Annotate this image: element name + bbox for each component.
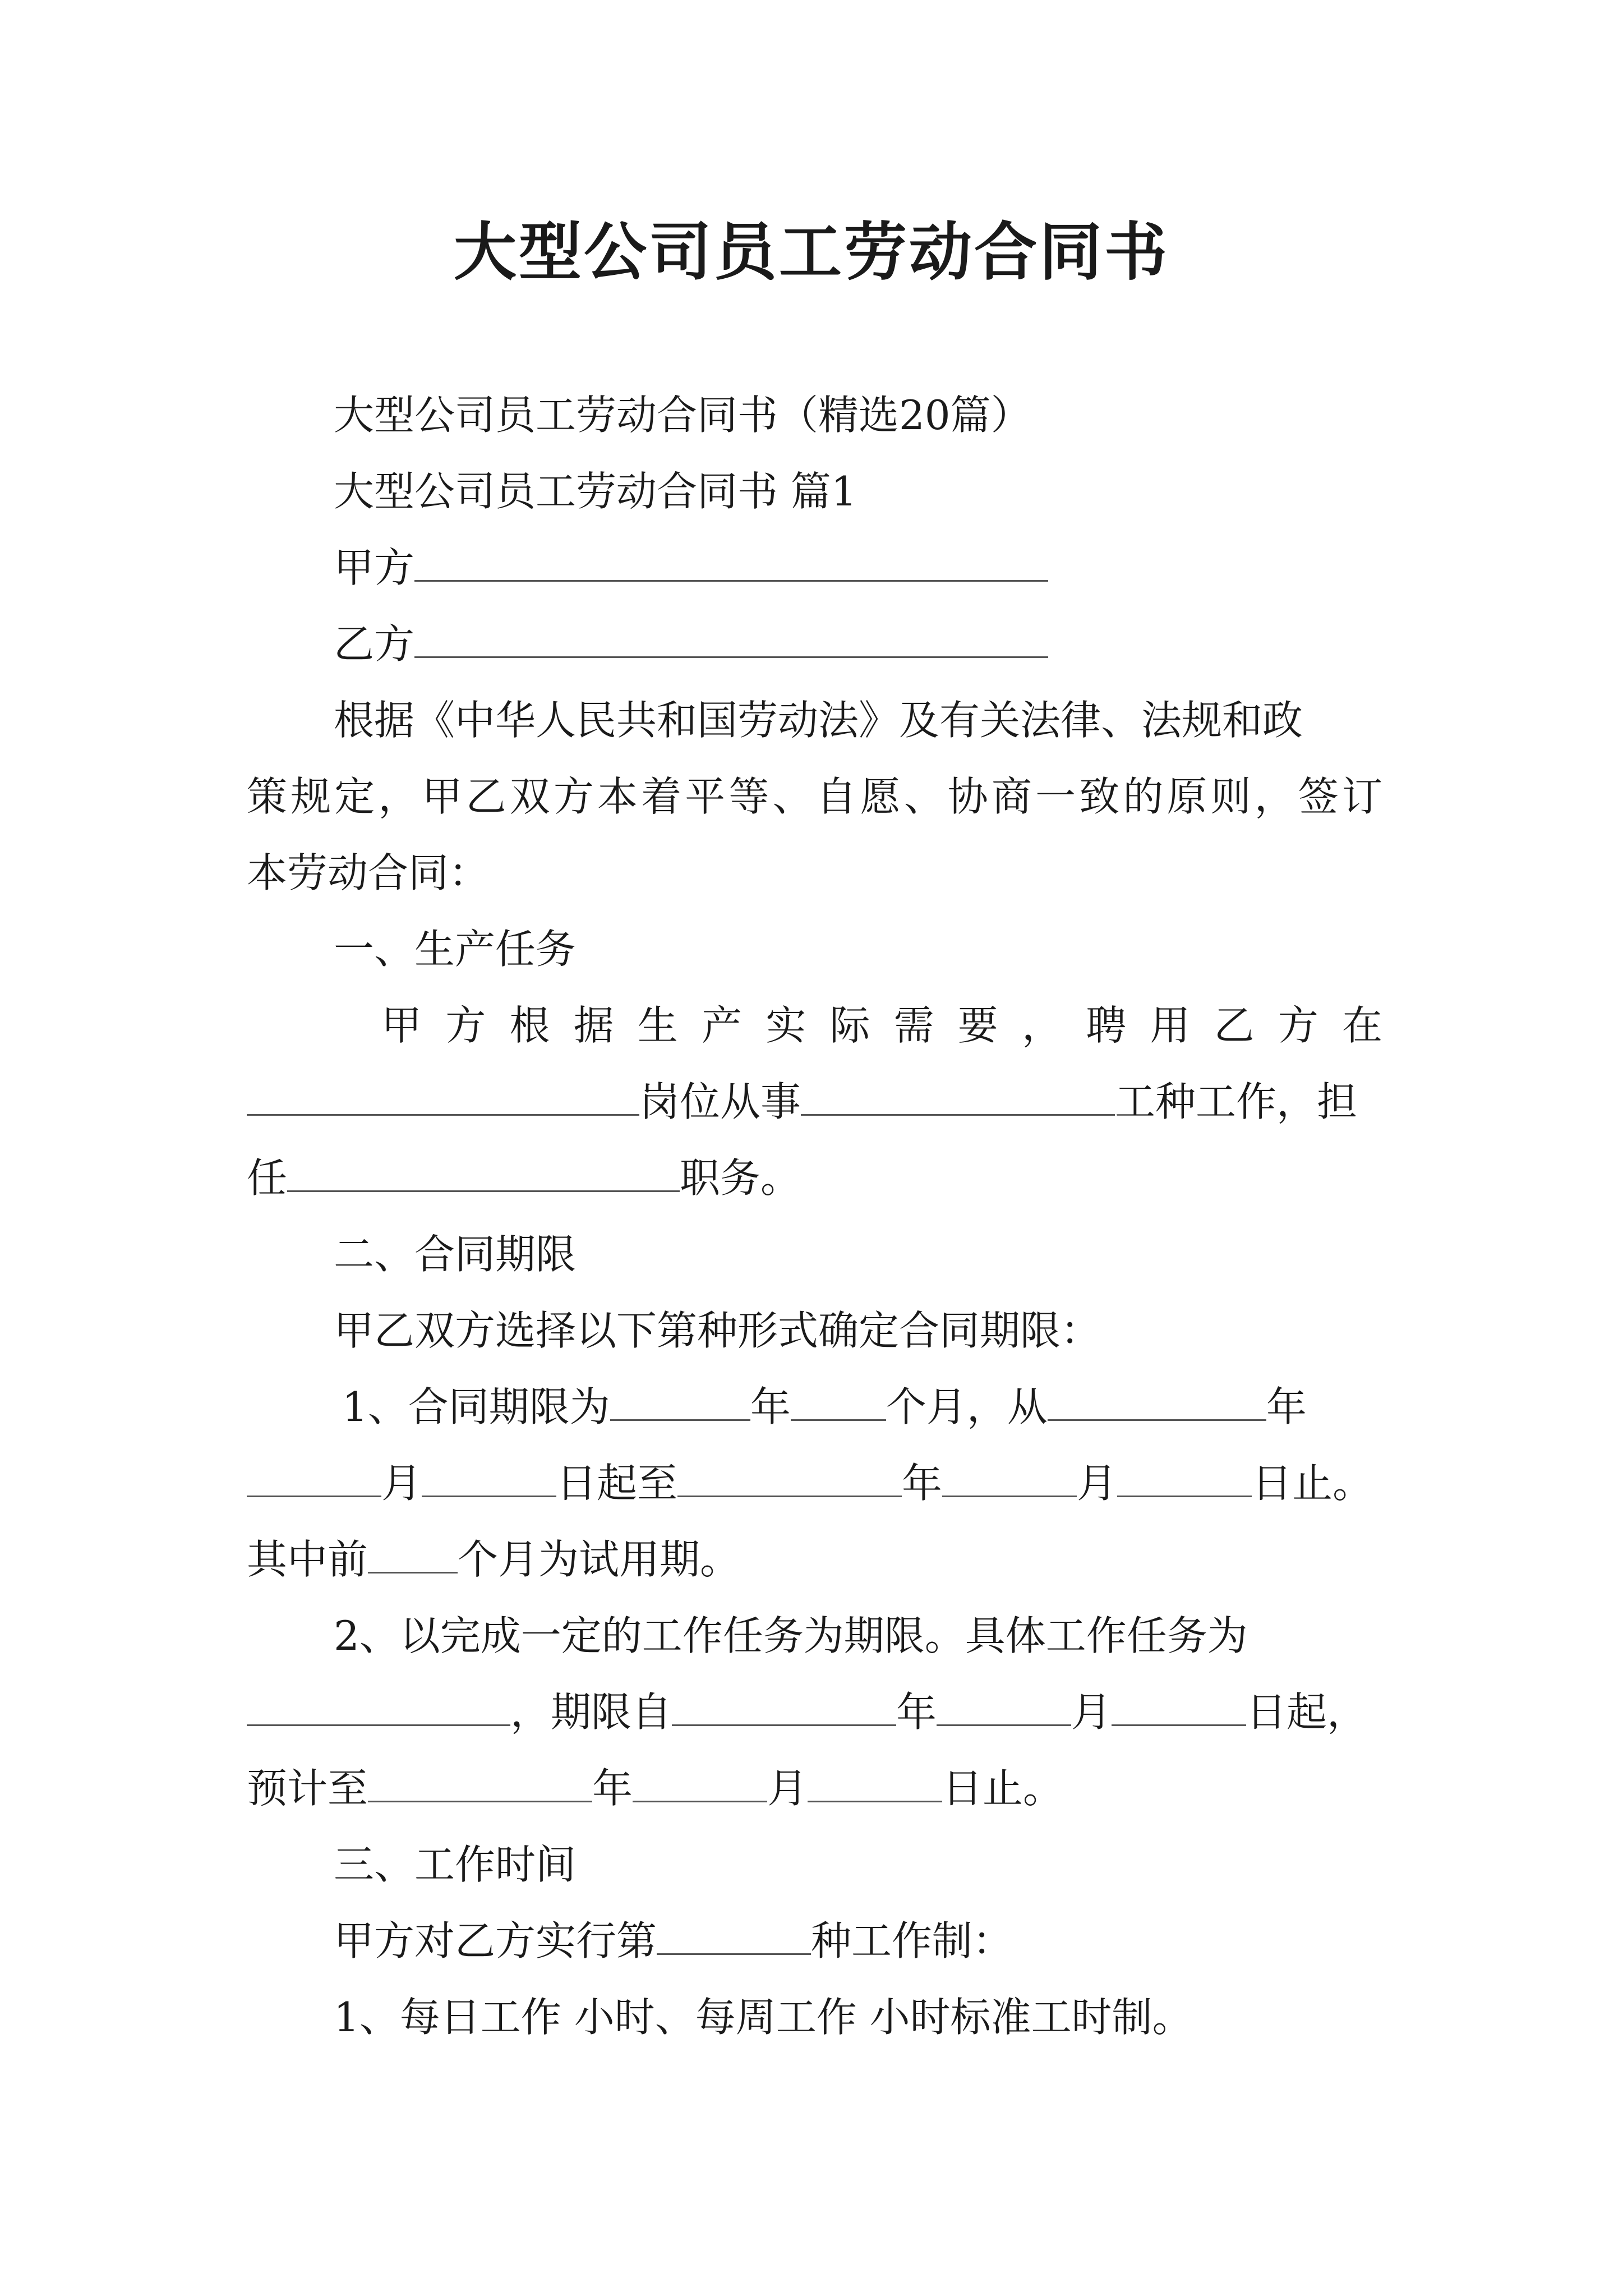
section-2-intro: 甲乙双方选择以下第种形式确定合同期限： <box>334 1307 1101 1354</box>
estimate-year-label: 年 <box>592 1765 633 1812</box>
end-month-blank <box>942 1458 1077 1497</box>
term-item-1-line-1 <box>342 1379 1307 1435</box>
section-1-heading: 一、生产任务 <box>334 926 577 973</box>
intro-line-2: 策规定，甲乙双方本着平等、自愿、协商一致的原则，签订 <box>247 773 1382 820</box>
period-day-label: 日起， <box>1246 1688 1368 1736</box>
period-day-blank <box>1112 1687 1246 1726</box>
intro-line-1: 根据《中华人民共和国劳动法》及有关法律、法规和政 <box>334 697 1303 744</box>
estimate-day-label: 日止。 <box>942 1765 1064 1812</box>
estimate-day-blank <box>808 1764 942 1802</box>
section-1-line-3 <box>247 1150 801 1206</box>
post-label: 岗位从事 <box>639 1078 801 1125</box>
term-item-1-line-2 <box>247 1455 1373 1511</box>
party-b-blank <box>414 619 1048 658</box>
trade-label: 工种工作，担 <box>1115 1078 1358 1125</box>
section-1-line-2 <box>247 1074 1357 1130</box>
task-blank <box>247 1687 510 1726</box>
start-month-label: 月 <box>381 1460 422 1507</box>
work-system-blank <box>657 1916 811 1955</box>
section-1-line-1: 甲方根据生产实际需要，聘用乙方在 <box>381 1002 1382 1049</box>
estimate-month-label: 月 <box>767 1765 808 1812</box>
trial-months-blank <box>368 1535 458 1573</box>
party-a-blank <box>414 543 1048 582</box>
months-blank <box>791 1382 886 1421</box>
estimate-label: 预计至 <box>247 1765 368 1812</box>
end-day-blank <box>1117 1458 1252 1497</box>
chapter-heading: 大型公司员工劳动合同书 篇1 <box>334 468 857 515</box>
section-3-heading: 三、工作时间 <box>334 1841 577 1888</box>
year-label: 年 <box>750 1383 791 1430</box>
start-day-blank <box>422 1458 556 1497</box>
party-b-line <box>334 616 1048 672</box>
start-day-label: 日起至 <box>556 1460 678 1507</box>
start-month-blank <box>247 1458 381 1497</box>
duty-label: 职务。 <box>680 1154 801 1202</box>
end-year-blank <box>677 1458 902 1497</box>
estimate-month-blank <box>633 1764 767 1802</box>
duty-blank <box>287 1153 680 1192</box>
party-a-label: 甲方 <box>334 544 415 591</box>
months-label: 个月，从 <box>886 1383 1048 1430</box>
trial-label-a: 其中前 <box>247 1536 368 1583</box>
start-year-blank <box>1048 1382 1266 1421</box>
section-3-intro <box>334 1913 1013 1969</box>
party-a-line <box>334 540 1048 596</box>
trade-blank <box>801 1077 1115 1116</box>
term-item-2-line-2 <box>247 1684 1367 1740</box>
intro-line-3: 本劳动合同： <box>247 849 490 896</box>
term-1-label: 1、合同期限为 <box>342 1383 610 1430</box>
start-year-label: 年 <box>1266 1383 1307 1430</box>
end-year-label: 年 <box>902 1460 943 1507</box>
end-day-label: 日止。 <box>1252 1460 1373 1507</box>
term-item-1-line-3 <box>247 1531 740 1588</box>
period-month-blank <box>937 1687 1071 1726</box>
work-system-label-a: 甲方对乙方实行第 <box>334 1917 657 1964</box>
term-item-2-line-3 <box>247 1760 1063 1816</box>
term-item-2-line-1: 2、以完成一定的工作任务为期限。具体工作任务为 <box>334 1612 1248 1659</box>
period-year-label: 年 <box>896 1688 937 1736</box>
years-blank <box>610 1382 750 1421</box>
section-3-item-1: 1、每日工作 小时、每周工作 小时标准工时制。 <box>334 1994 1193 2041</box>
subtitle: 大型公司员工劳动合同书（精选20篇） <box>334 392 1031 439</box>
section-2-heading: 二、合同期限 <box>334 1231 577 1278</box>
period-year-blank <box>672 1687 896 1726</box>
period-label: ，期限自 <box>510 1688 672 1736</box>
ren-label: 任 <box>247 1154 288 1202</box>
post-blank <box>247 1077 639 1116</box>
party-b-label: 乙方 <box>334 620 415 668</box>
document-title: 大型公司员工劳动合同书 <box>454 215 1169 289</box>
estimate-year-blank <box>368 1764 592 1802</box>
trial-label-b: 个月为试用期。 <box>458 1536 741 1583</box>
end-month-label: 月 <box>1077 1460 1118 1507</box>
work-system-label-b: 种工作制： <box>811 1917 1013 1964</box>
period-month-label: 月 <box>1071 1688 1112 1736</box>
